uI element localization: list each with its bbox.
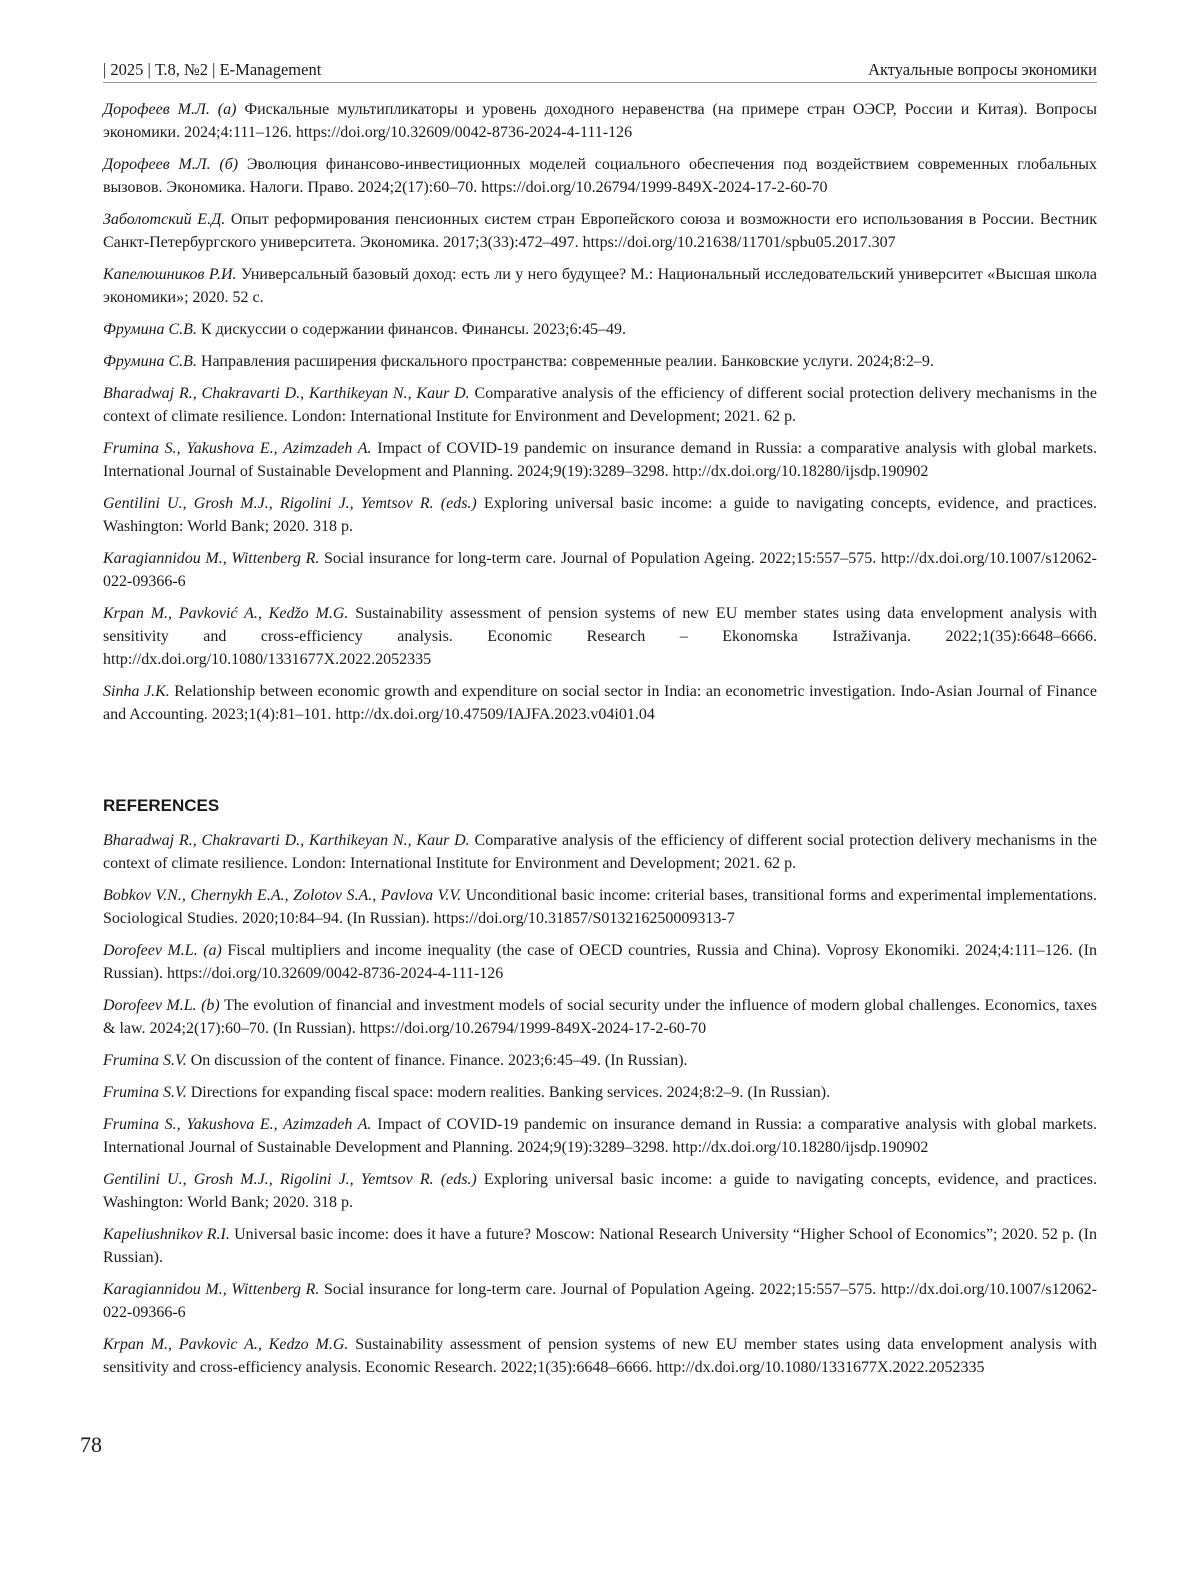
reference-text: On discussion of the content of finance. Finance. 2023;6:45–49. (In Russian).: [187, 1052, 688, 1069]
reference-authors: Капелюшников Р.И.: [103, 266, 237, 283]
reference-text: Relationship between economic growth and expenditure on social sector in India: an econometric investigation. Indo-Asian Journal of Finance and Accounting. 2023;1(4):81–101. http://dx.doi.org/10.47509/IAJFA.2023.v04i01.04: [103, 683, 1097, 723]
reference-text: Fiscal multipliers and income inequality (the case of OECD countries, Russia and China). Voprosy Ekonomiki. 2024;4:111–126. (In Russian). https://doi.org/10.32609/0042-8736-2024-4-111-126: [103, 942, 1097, 982]
reference-authors: Dorofeev M.L. (b): [103, 997, 220, 1014]
reference-entry: [103, 153, 1097, 199]
reference-entry: [103, 382, 1097, 428]
reference-authors: Dorofeev M.L. (a): [103, 942, 222, 959]
reference-entry: [103, 1333, 1097, 1379]
reference-entry: [103, 939, 1097, 985]
reference-authors: Дорофеев М.Л. (б): [103, 156, 238, 173]
reference-text: Universal basic income: does it have a future? Moscow: National Research University “Higher School of Economics”; 2020. 52 p. (In Russian).: [103, 1226, 1097, 1266]
reference-entry: [103, 547, 1097, 593]
reference-text: Directions for expanding fiscal space: modern realities. Banking services. 2024;8:2–9. (In Russian).: [187, 1084, 830, 1101]
reference-text: Social insurance for long-term care. Journal of Population Ageing. 2022;15:557–575. http://dx.doi.org/10.1007/s12062-022-09366-6: [103, 1281, 1097, 1321]
reference-entry: [103, 1278, 1097, 1324]
russian-reference-list: [103, 98, 1097, 735]
reference-text: Exploring universal basic income: a guide to navigating concepts, evidence, and practices. Washington: World Bank; 2020. 318 p.: [103, 495, 1097, 535]
reference-text: Направления расширения фискального пространства: современные реалии. Банковские услуги. 2024;8:2–9.: [197, 353, 934, 370]
reference-entry: [103, 602, 1097, 671]
reference-text: Фискальные мультипликаторы и уровень доходного неравенства (на примере стран ОЭСР, России и Китая). Вопросы экономики. 2024;4:111–126. https://doi.org/10.32609/0042-8736-2024-4-111-126: [103, 101, 1097, 141]
reference-text: Эволюция финансово-инвестиционных моделей социального обеспечения под воздействием современных глобальных вызовов. Экономика. Налоги. Право. 2024;2(17):60–70. https://doi.org/10.26794/1999-849X-2024-17-2-60-70: [103, 156, 1097, 196]
reference-entry: [103, 492, 1097, 538]
reference-authors: Krpan M., Pavković A., Kedžo M.G.: [103, 605, 348, 622]
reference-authors: Фрумина С.В.: [103, 353, 197, 370]
reference-text: Sustainability assessment of pension systems of new EU member states using data envelopment analysis with sensitivity and cross-efficiency analysis. Economic Research. 2022;1(35):6648–6666. http://dx.doi.org/10.1080/1331677X.2022.2052335: [103, 1336, 1097, 1376]
running-header: [103, 56, 1097, 83]
reference-entry: [103, 680, 1097, 726]
page-number: 78: [80, 1432, 102, 1458]
reference-authors: Frumina S., Yakushova E., Azimzadeh A.: [103, 440, 372, 457]
reference-authors: Karagiannidou M., Wittenberg R.: [103, 1281, 319, 1298]
reference-entry: [103, 994, 1097, 1040]
reference-text: Универсальный базовый доход: есть ли у него будущее? М.: Национальный исследовательский университет «Высшая школа экономики»; 2020. 52 с.: [103, 266, 1097, 306]
reference-entry: [103, 318, 1097, 341]
reference-text: Comparative analysis of the efficiency of different social protection delivery mechanisms in the context of climate resilience. London: International Institute for Environment and Development; 2021. 62 p.: [103, 832, 1097, 872]
reference-authors: Frumina S.V.: [103, 1084, 187, 1101]
reference-entry: [103, 263, 1097, 309]
reference-text: Unconditional basic income: criterial bases, transitional forms and experimental implementations. Sociological Studies. 2020;10:84–94. (In Russian). https://doi.org/10.31857/S013216250009313-7: [103, 887, 1097, 927]
reference-entry: [103, 884, 1097, 930]
section-title: Актуальные вопросы экономики: [868, 60, 1097, 80]
journal-info: | 2025 | Т.8, №2 | E-Management: [103, 60, 321, 80]
reference-entry: [103, 350, 1097, 373]
reference-authors: Фрумина С.В.: [103, 321, 197, 338]
reference-entry: [103, 1113, 1097, 1159]
reference-entry: [103, 1081, 1097, 1104]
reference-text: Social insurance for long-term care. Journal of Population Ageing. 2022;15:557–575. http://dx.doi.org/10.1007/s12062-022-09366-6: [103, 550, 1097, 590]
reference-text: Опыт реформирования пенсионных систем стран Европейского союза и возможности его использования в России. Вестник Санкт-Петербургского университета. Экономика. 2017;3(33):472–497. https://doi.org/10.21638/11701/spbu05.2017.307: [103, 211, 1097, 251]
reference-text: Impact of COVID-19 pandemic on insurance demand in Russia: a comparative analysis with global markets. International Journal of Sustainable Development and Planning. 2024;9(19):3289–3298. http://dx.doi.org/10.18280/ijsdp.190902: [103, 1116, 1097, 1156]
reference-entry: [103, 208, 1097, 254]
reference-text: Sustainability assessment of pension systems of new EU member states using data envelopment analysis with sensitivity and cross-efficiency analysis. Economic Research – Ekonomska Istraživanja. 2022;1(35):6648–6666. http://dx.doi.org/10.1080/1331677X.2022.2052335: [103, 605, 1097, 668]
reference-entry: [103, 1223, 1097, 1269]
reference-authors: Gentilini U., Grosh M.J., Rigolini J., Yemtsov R. (eds.): [103, 1171, 477, 1188]
reference-authors: Gentilini U., Grosh M.J., Rigolini J., Yemtsov R. (eds.): [103, 495, 477, 512]
reference-authors: Krpan M., Pavkovic A., Kedzo M.G.: [103, 1336, 348, 1353]
reference-authors: Bharadwaj R., Chakravarti D., Karthikeyan N., Kaur D.: [103, 385, 470, 402]
reference-authors: Frumina S., Yakushova E., Azimzadeh A.: [103, 1116, 372, 1133]
reference-text: Impact of COVID-19 pandemic on insurance demand in Russia: a comparative analysis with global markets. International Journal of Sustainable Development and Planning. 2024;9(19):3289–3298. http://dx.doi.org/10.18280/ijsdp.190902: [103, 440, 1097, 480]
reference-authors: Sinha J.K.: [103, 683, 170, 700]
reference-authors: Заболотский Е.Д.: [103, 211, 225, 228]
reference-authors: Дорофеев М.Л. (а): [103, 101, 236, 118]
reference-authors: Frumina S.V.: [103, 1052, 187, 1069]
reference-entry: [103, 98, 1097, 144]
reference-authors: Karagiannidou M., Wittenberg R.: [103, 550, 319, 567]
reference-text: The evolution of financial and investment models of social security under the influence of modern global challenges. Economics, taxes & law. 2024;2(17):60–70. (In Russian). https://doi.org/10.26794/1999-849X-2024-17-2-60-70: [103, 997, 1097, 1037]
reference-text: Comparative analysis of the efficiency of different social protection delivery mechanisms in the context of climate resilience. London: International Institute for Environment and Development; 2021. 62 p.: [103, 385, 1097, 425]
reference-entry: [103, 437, 1097, 483]
reference-entry: [103, 829, 1097, 875]
reference-entry: [103, 1049, 1097, 1072]
reference-entry: [103, 1168, 1097, 1214]
reference-authors: Bharadwaj R., Chakravarti D., Karthikeyan N., Kaur D.: [103, 832, 470, 849]
english-reference-list: [103, 829, 1097, 1388]
reference-text: К дискуссии о содержании финансов. Финансы. 2023;6:45–49.: [197, 321, 626, 338]
reference-authors: Kapeliushnikov R.I.: [103, 1226, 230, 1243]
reference-text: Exploring universal basic income: a guide to navigating concepts, evidence, and practices. Washington: World Bank; 2020. 318 p.: [103, 1171, 1097, 1211]
reference-authors: Bobkov V.N., Chernykh E.A., Zolotov S.A., Pavlova V.V.: [103, 887, 461, 904]
references-heading: REFERENCES: [103, 796, 219, 816]
